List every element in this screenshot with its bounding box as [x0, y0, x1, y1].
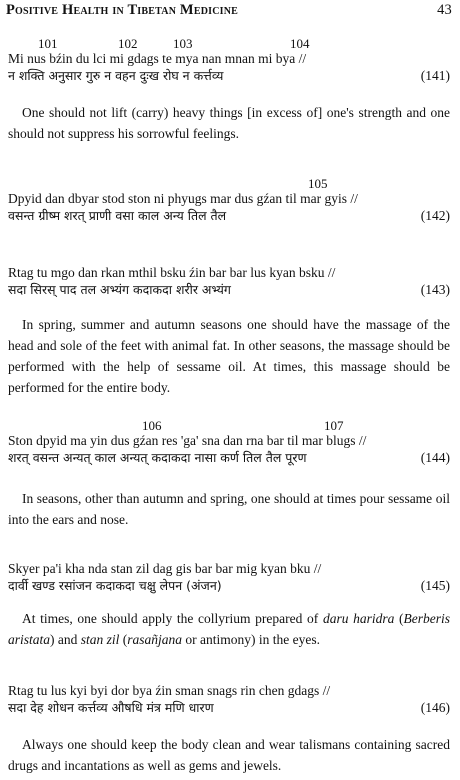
devanagari-text: वसन्त ग्रीष्म शरत् प्राणी वसा काल अन्य तिल तैल [8, 208, 227, 223]
note-number: 106 [142, 418, 162, 433]
devanagari-line [8, 699, 450, 717]
note-number: 105 [308, 176, 328, 191]
tibetan-line: Mi nus bźin du lci mi gdags te mya nan mnan mi bya // [8, 51, 307, 66]
tibetan-line: Dpyid dan dbyar stod ston ni phyugs mar dus gźan til mar gyis // [8, 191, 358, 206]
note-number: 104 [290, 36, 310, 51]
tibetan-line: Rtag tu lus kyi byi dor bya źin sman snags rin chen gdags // [8, 683, 331, 698]
devanagari-text: न शक्ति अनुसार गुरु न वहन दुःख रोघ न कर्त्तव्य [8, 68, 224, 83]
note-number: 101 [38, 36, 58, 51]
translation-paragraph: Always one should keep the body clean and wear talismans containing sacred drugs and incantations as well as gems and jewels. [8, 737, 450, 773]
verse-number: (141) [420, 68, 450, 83]
tibetan-line: Skyer pa'i kha nda stan zil dag gis bar bar mig kyan bku // [8, 561, 322, 576]
note-number: 103 [173, 36, 193, 51]
devanagari-line [8, 449, 450, 467]
italic-term: daru haridra [322, 611, 395, 626]
devanagari-line [8, 577, 450, 595]
translation-paragraph: In seasons, other than autumn and spring, one should at times pour sessame oil into the ears and nose. [8, 491, 450, 527]
devanagari-line [8, 207, 450, 225]
tibetan-line: Rtag tu mgo dan rkan mthil bsku źin bar bar lus kyan bsku // [8, 265, 336, 280]
devanagari-text: सदा सिरस् पाद तल अभ्यंग कदाकदा शरीर अभ्यंग [8, 282, 231, 297]
italic-term: Berberis aristata [8, 611, 451, 647]
verse-block [8, 264, 450, 299]
page-header [6, 2, 452, 22]
running-title: Positive Health in Tibetan Medicine [6, 2, 239, 18]
devanagari-line [8, 67, 450, 85]
verse-block [8, 418, 450, 467]
devanagari-line [8, 281, 450, 299]
verse-number: (144) [420, 450, 450, 465]
translation-paragraph: At times, one should apply the collyrium prepared of daru haridra (Berberis aristata) and stan zil (rasañjana or antimony) in the eyes. [8, 611, 451, 647]
verse-block [8, 176, 450, 225]
note-number: 102 [118, 36, 138, 51]
page-number: 43 [437, 2, 452, 18]
note-numbers [8, 36, 450, 50]
note-numbers [8, 418, 450, 432]
devanagari-text: दार्वी खण्ड रसांजन कदाकदा चक्षु लेपन (अंजन) [8, 578, 222, 593]
verse-number: (145) [420, 578, 450, 593]
verse-block [8, 36, 450, 85]
devanagari-text: शरत् वसन्त अन्यत् काल अन्यत् कदाकदा नासा कर्ण तिल तैल पूरण [8, 450, 307, 465]
translation-paragraph: In spring, summer and autumn seasons one should have the massage of the head and sole of the feet with animal fat. In other seasons, the massage should be performed with the help of sessame oil. At times, this massage should be performed for the entire body. [8, 317, 450, 395]
verse-block [8, 560, 450, 595]
note-numbers [8, 176, 450, 190]
tibetan-line: Ston dpyid ma yin dus gźan res 'ga' sna dan rna bar til mar blugs // [8, 433, 367, 448]
devanagari-text: सदा देह शोधन कर्त्तव्य औषधि मंत्र मणि धारण [8, 700, 214, 715]
italic-term: rasañjana [127, 632, 183, 647]
italic-term: stan zil [80, 632, 120, 647]
verse-number: (146) [420, 700, 450, 715]
verse-number: (142) [420, 208, 450, 223]
verse-number: (143) [420, 282, 450, 297]
note-number: 107 [324, 418, 344, 433]
translation-paragraph: One should not lift (carry) heavy things [in excess of] one's strength and one should not suppress his sorrowful feelings. [8, 105, 450, 141]
verse-block [8, 682, 450, 717]
